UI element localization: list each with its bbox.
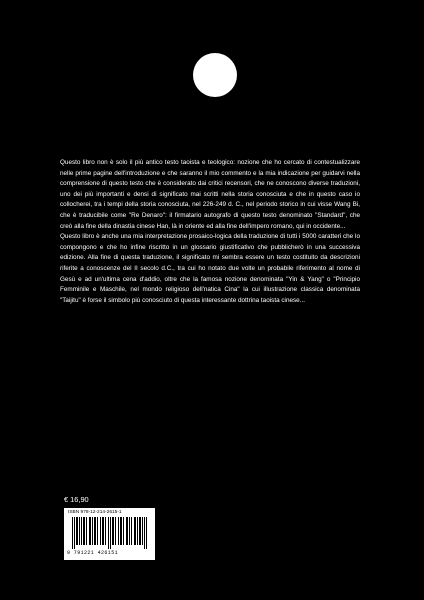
- white-circle-emblem: [193, 53, 237, 97]
- price-label: € 16,90: [64, 495, 89, 504]
- back-cover-blurb: [60, 158, 360, 306]
- isbn-text: ISBN 978-12-214-2615-1: [68, 510, 122, 515]
- barcode-bars-icon: [72, 517, 150, 549]
- isbn-barcode: [64, 508, 155, 560]
- blurb-paragraph-2: Questo libro è anche una mia interpretazione prosaico-logica della traduzione di tutti i 5000 caratteri che lo compongono e che ho infine riscritto in un glossario giustificativo che pubblicherò in una successiva edizione. Alla fine di questa traduzione, il significato mi sembra essere un testo costituito da descrizioni riferite a conoscenze del II secolo d.C., tra cui ho notato due volte un probabile riferimento al nome di Gesù e ad un'ultima cena d'addio, oltre che la famosa nozione denominata "Yin & Yang" o "Principio Femminile e Maschile, nel mondo religioso dell'natica Cina" la cui illustrazione classica denominata "Taijitu" è forse il simbolo più conosciuto di questa interessante dottrina taoista cinese...: [60, 233, 360, 304]
- blurb-paragraph-1: Questo libro non è solo il più antico testo taoista e teologico: nozione che ho cercato di contestualizzare nelle prime pagine dell'introduzione e che saranno il mio commento e la mia indicazione per guidarvi nella comprensione di questo testo che è considerato dai critici recensori, che ne conoscono diverse traduzioni, uno dei più importanti e densi di significato mai scritti nella storia conosciuta e che in questo caso io collocherei, tra i tempi della storia conosciuta, nel 226-249 d. C., nel periodo storico in cui visse Wang Bi, che è traducibile come "Re Denaro": il firmatario autografo di questo testo denominato "Standard", che creò alla fine della dinastia cinese Han, là in oriente ed alla fine dell'impero romano, qui in occidente...: [60, 159, 360, 230]
- barcode-digits: 9 791221 426151: [67, 550, 119, 556]
